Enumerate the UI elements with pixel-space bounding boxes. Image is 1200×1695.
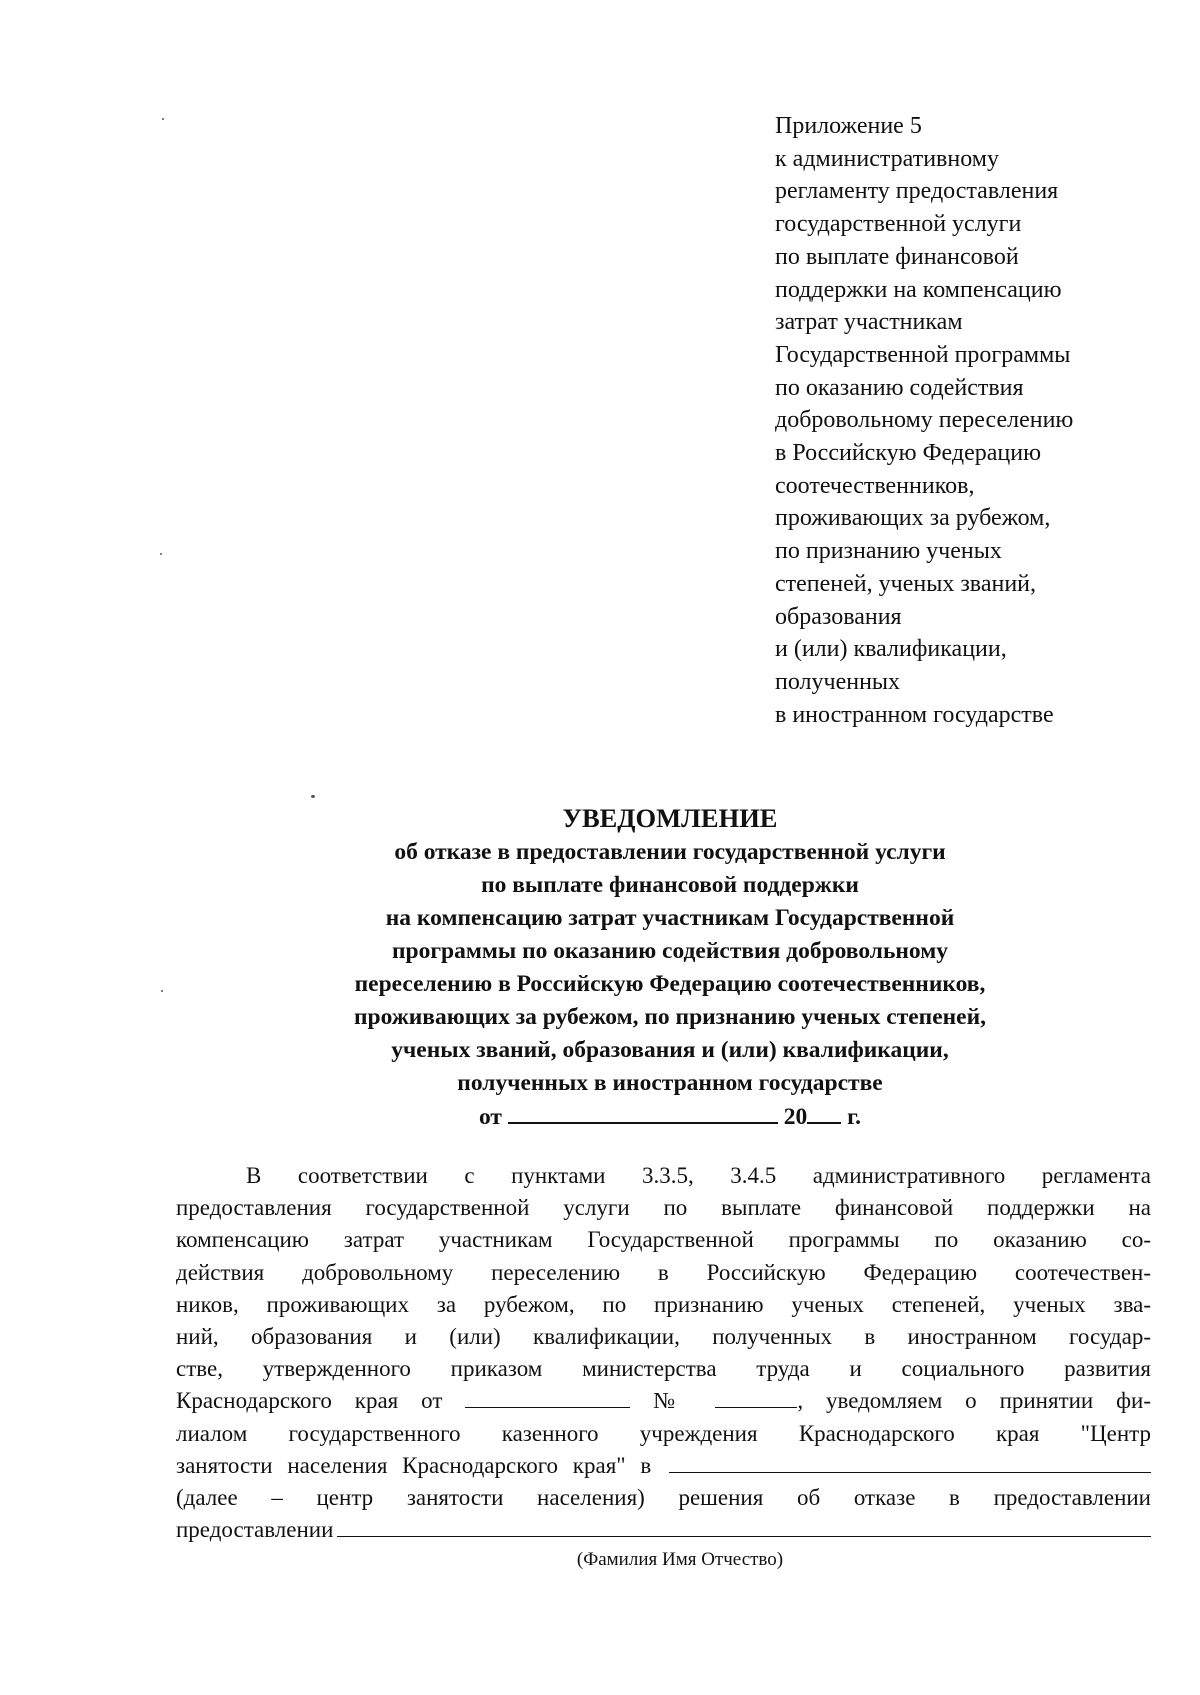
- appendix-line: затрат участникам: [775, 309, 963, 336]
- body-line: ний, образования и (или) квалификации, полученных в иностранном государ-: [176, 1323, 1151, 1349]
- notice-subtitle-line: об отказе в предоставлении государственной услуги: [394, 839, 946, 865]
- body-line: компенсацию затрат участникам Государственной программы по оказанию со-: [176, 1227, 1151, 1253]
- notice-date-line: [180, 1100, 1160, 1134]
- notice-subtitle-line: полученных в иностранном государстве: [457, 1070, 883, 1096]
- scan-speck: [311, 795, 315, 798]
- appendix-line: регламенту предоставления: [775, 178, 1059, 205]
- order-number-blank: [715, 1387, 797, 1408]
- appendix-line: Приложение 5: [775, 113, 922, 139]
- name-caption: (Фамилия Имя Отчество): [576, 1549, 784, 1570]
- appendix-line: образования: [775, 603, 902, 630]
- body-line: (далее – центр занятости населения) решения об отказе в предоставлении: [176, 1484, 1151, 1510]
- appendix-line: проживающих за рубежом,: [775, 505, 1051, 532]
- body-line-center: [176, 1450, 1151, 1482]
- appendix-line: Государственной программы: [775, 341, 1071, 368]
- scan-speck: [160, 553, 162, 555]
- date-year: 20: [783, 1104, 808, 1130]
- body-line-person: [176, 1514, 1151, 1546]
- body-line: лиалом государственного казенного учреждения Краснодарского края "Центр: [176, 1420, 1151, 1446]
- date-suffix: г.: [847, 1104, 861, 1130]
- appendix-line: степеней, ученых званий,: [775, 570, 1036, 597]
- appendix-line: по оказанию содействия: [775, 374, 1024, 401]
- notice-subtitle-line: ученых званий, образования и (или) квалификации,: [391, 1037, 949, 1063]
- scan-speck: [162, 118, 164, 120]
- appendix-block: [775, 110, 1155, 731]
- center-text: занятости населения Краснодарского края" в: [176, 1452, 652, 1478]
- scan-speck: [161, 990, 163, 992]
- appendix-line: в иностранном государстве: [775, 701, 1054, 728]
- appendix-line: государственной услуги: [775, 211, 1022, 238]
- appendix-line: по выплате финансовой: [775, 243, 1019, 270]
- appendix-line: по признанию ученых: [775, 538, 1002, 565]
- order-text-a: Краснодарского края от: [176, 1388, 443, 1414]
- person-text: предоставлении: [176, 1517, 334, 1543]
- appendix-line: полученных: [775, 668, 901, 695]
- notice-title-block: [180, 800, 1160, 1134]
- appendix-line: добровольному переселению: [775, 407, 1074, 434]
- date-blank: [508, 1100, 778, 1124]
- body-line: предоставления государственной услуги по выплате финансовой поддержки на: [176, 1195, 1151, 1221]
- date-prefix: от: [478, 1104, 502, 1130]
- person-name-blank: [337, 1514, 1151, 1537]
- body-line: ников, проживающих за рубежом, по признанию ученых степеней, ученых зва-: [176, 1291, 1151, 1317]
- appendix-line: поддержки на компенсацию: [775, 276, 1062, 303]
- notice-subtitle-line: программы по оказанию содействия добровольному: [391, 938, 948, 964]
- body-line-order: [176, 1385, 1151, 1417]
- appendix-line: к административному: [775, 145, 999, 172]
- notice-body: [176, 1160, 1151, 1546]
- body-line: В соответствии с пунктами 3.3.5, 3.4.5 административного регламента: [246, 1163, 1151, 1188]
- body-line: стве, утвержденного приказом министерства труда и социального развития: [176, 1356, 1151, 1382]
- appendix-line: в Российскую Федерацию: [775, 440, 1042, 467]
- notice-subtitle-line: проживающих за рубежом, по признанию ученых степеней,: [353, 1004, 987, 1030]
- notice-subtitle-line: переселению в Российскую Федерацию соотечественников,: [354, 971, 986, 997]
- center-name-blank: [669, 1450, 1151, 1473]
- notice-subtitle-line: на компенсацию затрат участникам Государственной: [385, 905, 955, 931]
- order-number-sign: №: [653, 1388, 693, 1414]
- order-text-c: , уведомляем о принятии фи-: [797, 1388, 1152, 1414]
- appendix-line: и (или) квалификации,: [775, 636, 1007, 663]
- appendix-line: соотечественников,: [775, 472, 975, 499]
- notice-subtitle-line: по выплате финансовой поддержки: [481, 872, 859, 898]
- order-date-blank: [465, 1387, 630, 1408]
- body-line: действия добровольному переселению в Российскую Федерацию соотечествен-: [176, 1259, 1151, 1285]
- notice-title: УВЕДОМЛЕНИЕ: [562, 803, 778, 833]
- year-blank: [807, 1100, 841, 1124]
